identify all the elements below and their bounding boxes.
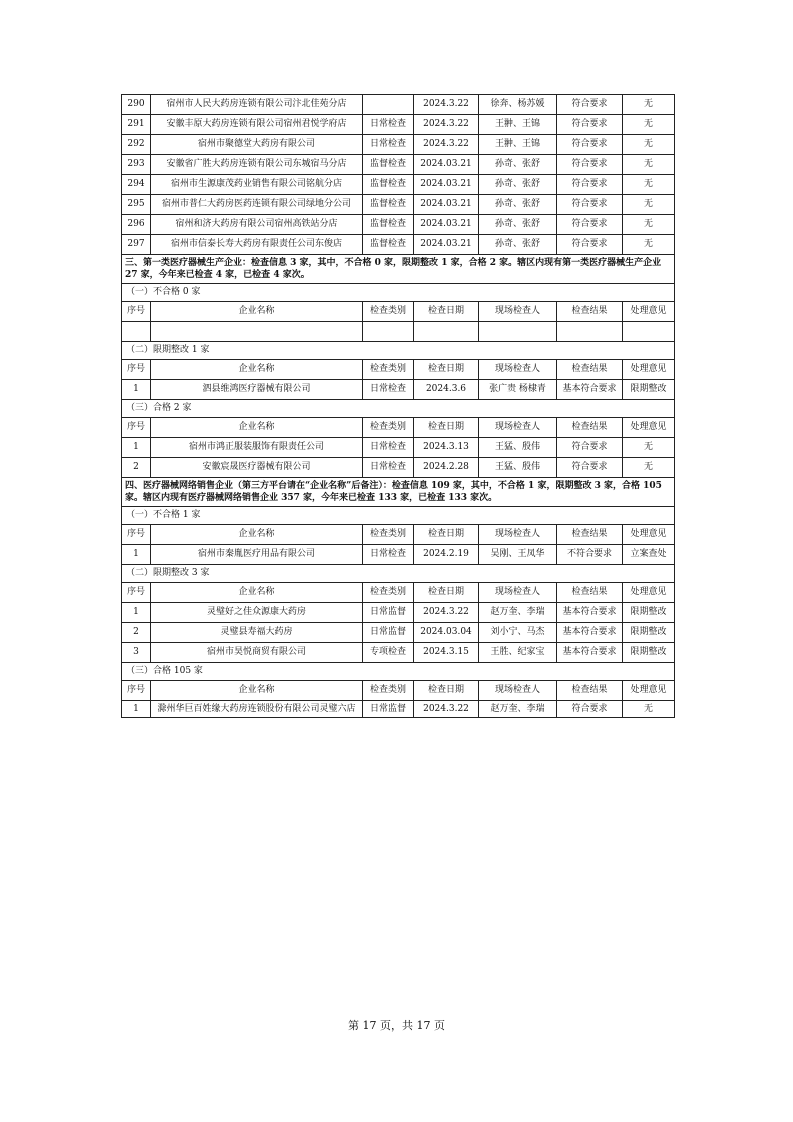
table-row — [122, 545, 675, 565]
header-date: 检查日期 — [414, 418, 479, 438]
cell-no: 295 — [122, 195, 151, 215]
cell-no: 2 — [122, 458, 151, 478]
header-row — [122, 302, 675, 322]
cell-no: 1 — [122, 603, 151, 623]
empty-cell — [623, 322, 675, 342]
cell-date: 2024.3.6 — [414, 380, 479, 400]
table-row — [122, 380, 675, 400]
header-no: 序号 — [122, 360, 151, 380]
header-result: 检查结果 — [557, 360, 623, 380]
cell-name: 宿州市生源康茂药业销售有限公司铭航分店 — [151, 175, 363, 195]
cell-date: 2024.03.04 — [414, 623, 479, 643]
header-name: 企业名称 — [151, 583, 363, 603]
header-inspectors: 现场检查人 — [479, 302, 557, 322]
cell-result: 符合要求 — [557, 195, 623, 215]
table-row — [122, 438, 675, 458]
cell-no: 294 — [122, 175, 151, 195]
cell-no: 1 — [122, 438, 151, 458]
empty-cell — [122, 322, 151, 342]
table-row — [122, 155, 675, 175]
subsection-label — [122, 663, 675, 681]
table-row — [122, 135, 675, 155]
cell-opinion: 无 — [623, 175, 675, 195]
table-row — [122, 603, 675, 623]
cell-name: 宿州市聚德堂大药房有限公司 — [151, 135, 363, 155]
subsection-label-text: （一）不合格 0 家 — [122, 284, 675, 302]
header-type: 检查类别 — [363, 360, 414, 380]
header-type: 检查类别 — [363, 681, 414, 701]
subsection-label — [122, 284, 675, 302]
cell-result: 基本符合要求 — [557, 380, 623, 400]
cell-type: 监督检查 — [363, 155, 414, 175]
header-date: 检查日期 — [414, 681, 479, 701]
cell-type: 日常监督 — [363, 623, 414, 643]
cell-no: 1 — [122, 380, 151, 400]
cell-date: 2024.2.19 — [414, 545, 479, 565]
table-row — [122, 458, 675, 478]
header-opinion: 处理意见 — [623, 681, 675, 701]
cell-opinion: 无 — [623, 215, 675, 235]
cell-inspectors: 孙奇、张舒 — [479, 235, 557, 255]
header-result: 检查结果 — [557, 525, 623, 545]
cell-inspectors: 吴刚、王凤华 — [479, 545, 557, 565]
cell-result: 符合要求 — [557, 438, 623, 458]
cell-result: 符合要求 — [557, 95, 623, 115]
header-inspectors: 现场检查人 — [479, 681, 557, 701]
cell-date: 2024.03.21 — [414, 175, 479, 195]
cell-inspectors: 徐奔、杨苏媛 — [479, 95, 557, 115]
cell-name: 灵璧县寿福大药房 — [151, 623, 363, 643]
header-row — [122, 525, 675, 545]
cell-opinion: 无 — [623, 135, 675, 155]
header-result: 检查结果 — [557, 583, 623, 603]
header-name: 企业名称 — [151, 302, 363, 322]
table-row — [122, 115, 675, 135]
cell-result: 符合要求 — [557, 458, 623, 478]
cell-result: 基本符合要求 — [557, 643, 623, 663]
cell-name: 宿州市秦胤医疗用品有限公司 — [151, 545, 363, 565]
header-inspectors: 现场检查人 — [479, 525, 557, 545]
cell-result: 符合要求 — [557, 115, 623, 135]
cell-no: 291 — [122, 115, 151, 135]
cell-name: 滁州华巨百姓缘大药房连锁股份有限公司灵璧六店 — [151, 701, 363, 718]
section-title-text: 四、医疗器械网络销售企业（第三方平台请在“企业名称”后备注）：检查信息 109 家，其中，不合格 1 家，限期整改 3 家，合格 105 家。辖区内现有医疗器械网络销售企业 357 家，今年来已检查 133 家，已检查 133 家次。 — [122, 478, 675, 507]
cell-opinion: 限期整改 — [623, 643, 675, 663]
cell-date: 2024.03.21 — [414, 195, 479, 215]
cell-opinion: 限期整改 — [623, 623, 675, 643]
header-no: 序号 — [122, 525, 151, 545]
cell-result: 基本符合要求 — [557, 623, 623, 643]
header-result: 检查结果 — [557, 418, 623, 438]
header-name: 企业名称 — [151, 525, 363, 545]
cell-date: 2024.3.22 — [414, 603, 479, 623]
cell-date: 2024.3.22 — [414, 135, 479, 155]
cell-date: 2024.3.22 — [414, 701, 479, 718]
table-row — [122, 235, 675, 255]
cell-no: 296 — [122, 215, 151, 235]
cell-inspectors: 王猛、殷伟 — [479, 458, 557, 478]
header-result: 检查结果 — [557, 681, 623, 701]
table-row — [122, 195, 675, 215]
header-no: 序号 — [122, 418, 151, 438]
header-name: 企业名称 — [151, 681, 363, 701]
header-result: 检查结果 — [557, 302, 623, 322]
cell-type: 日常检查 — [363, 135, 414, 155]
header-opinion: 处理意见 — [623, 525, 675, 545]
table-row — [122, 215, 675, 235]
header-no: 序号 — [122, 681, 151, 701]
empty-cell — [414, 322, 479, 342]
cell-opinion: 无 — [623, 701, 675, 718]
cell-inspectors: 王猛、殷伟 — [479, 438, 557, 458]
cell-name: 宿州市昊悦商贸有限公司 — [151, 643, 363, 663]
header-opinion: 处理意见 — [623, 418, 675, 438]
header-date: 检查日期 — [414, 525, 479, 545]
subsection-label-text: （三）合格 2 家 — [122, 400, 675, 418]
cell-name: 宿州和济大药房有限公司宿州高铁站分店 — [151, 215, 363, 235]
cell-opinion: 无 — [623, 95, 675, 115]
cell-opinion: 立案查处 — [623, 545, 675, 565]
header-opinion: 处理意见 — [623, 302, 675, 322]
header-inspectors: 现场检查人 — [479, 418, 557, 438]
empty-cell — [151, 322, 363, 342]
cell-no: 1 — [122, 701, 151, 718]
subsection-label-text: （三）合格 105 家 — [122, 663, 675, 681]
cell-type: 日常检查 — [363, 380, 414, 400]
empty-cell — [363, 322, 414, 342]
subsection-label-text: （一）不合格 1 家 — [122, 507, 675, 525]
header-row — [122, 681, 675, 701]
cell-type: 日常检查 — [363, 115, 414, 135]
header-type: 检查类别 — [363, 418, 414, 438]
cell-inspectors: 孙奇、张舒 — [479, 215, 557, 235]
cell-opinion: 限期整改 — [623, 603, 675, 623]
cell-date: 2024.3.15 — [414, 643, 479, 663]
empty-cell — [479, 322, 557, 342]
table-row — [122, 95, 675, 115]
header-no: 序号 — [122, 302, 151, 322]
cell-type: 专项检查 — [363, 643, 414, 663]
cell-date: 2024.3.22 — [414, 115, 479, 135]
header-row — [122, 583, 675, 603]
cell-type: 日常监督 — [363, 603, 414, 623]
cell-name: 安徽省广胜大药房连锁有限公司东城宿马分店 — [151, 155, 363, 175]
header-name: 企业名称 — [151, 418, 363, 438]
cell-inspectors: 张广贵 杨棣青 — [479, 380, 557, 400]
empty-row — [122, 322, 675, 342]
cell-name: 宿州市普仁大药房医药连锁有限公司绿地分公司 — [151, 195, 363, 215]
cell-inspectors: 王胜、纪家宝 — [479, 643, 557, 663]
header-date: 检查日期 — [414, 302, 479, 322]
cell-type: 监督检查 — [363, 195, 414, 215]
subsection-label — [122, 342, 675, 360]
section-title — [122, 255, 675, 284]
cell-type: 监督检查 — [363, 175, 414, 195]
cell-result: 符合要求 — [557, 215, 623, 235]
section-title — [122, 478, 675, 507]
cell-name: 宿州市鸿正服装服饰有限责任公司 — [151, 438, 363, 458]
cell-result: 不符合要求 — [557, 545, 623, 565]
cell-no: 297 — [122, 235, 151, 255]
header-opinion: 处理意见 — [623, 583, 675, 603]
cell-inspectors: 孙奇、张舒 — [479, 175, 557, 195]
cell-type: 监督检查 — [363, 215, 414, 235]
cell-no: 290 — [122, 95, 151, 115]
cell-opinion: 限期整改 — [623, 380, 675, 400]
cell-no: 2 — [122, 623, 151, 643]
cell-name: 安徽丰原大药房连锁有限公司宿州君悦学府店 — [151, 115, 363, 135]
cell-result: 符合要求 — [557, 135, 623, 155]
cell-result: 符合要求 — [557, 701, 623, 718]
subsection-label-text: （二）限期整改 1 家 — [122, 342, 675, 360]
table-row — [122, 175, 675, 195]
table-row — [122, 643, 675, 663]
cell-type: 日常检查 — [363, 458, 414, 478]
section-title-text: 三、第一类医疗器械生产企业：检查信息 3 家，其中，不合格 0 家，限期整改 1 家，合格 2 家。辖区内现有第一类医疗器械生产企业 27 家，今年来已检查 4 家，已检查 4 家次。 — [122, 255, 675, 284]
cell-name: 安徽宸晟医疗器械有限公司 — [151, 458, 363, 478]
cell-inspectors: 赵万奎、李瑞 — [479, 701, 557, 718]
cell-type: 日常监督 — [363, 701, 414, 718]
cell-opinion: 无 — [623, 458, 675, 478]
subsection-label — [122, 507, 675, 525]
cell-opinion: 无 — [623, 235, 675, 255]
cell-name: 宿州市人民大药房连锁有限公司汴北佳苑分店 — [151, 95, 363, 115]
header-row — [122, 360, 675, 380]
empty-cell — [557, 322, 623, 342]
header-date: 检查日期 — [414, 360, 479, 380]
cell-type: 日常检查 — [363, 438, 414, 458]
cell-date: 2024.2.28 — [414, 458, 479, 478]
table-row — [122, 623, 675, 643]
cell-no: 3 — [122, 643, 151, 663]
cell-type — [363, 95, 414, 115]
header-row — [122, 418, 675, 438]
cell-no: 1 — [122, 545, 151, 565]
header-type: 检查类别 — [363, 302, 414, 322]
cell-inspectors: 刘小宁、马杰 — [479, 623, 557, 643]
cell-inspectors: 赵万奎、李瑞 — [479, 603, 557, 623]
cell-result: 基本符合要求 — [557, 603, 623, 623]
subsection-label — [122, 565, 675, 583]
cell-no: 292 — [122, 135, 151, 155]
cell-result: 符合要求 — [557, 155, 623, 175]
header-no: 序号 — [122, 583, 151, 603]
cell-type: 监督检查 — [363, 235, 414, 255]
cell-opinion: 无 — [623, 195, 675, 215]
cell-name: 泗县维鸿医疗器械有限公司 — [151, 380, 363, 400]
table-row — [122, 701, 675, 718]
subsection-label-text: （二）限期整改 3 家 — [122, 565, 675, 583]
cell-opinion: 无 — [623, 115, 675, 135]
cell-opinion: 无 — [623, 438, 675, 458]
header-name: 企业名称 — [151, 360, 363, 380]
subsection-label — [122, 400, 675, 418]
page-footer: 第 17 页，共 17 页 — [348, 1019, 445, 1032]
cell-type: 日常检查 — [363, 545, 414, 565]
cell-result: 符合要求 — [557, 175, 623, 195]
header-type: 检查类别 — [363, 525, 414, 545]
cell-date: 2024.03.21 — [414, 215, 479, 235]
cell-name: 灵璧好之佳众源康大药房 — [151, 603, 363, 623]
header-inspectors: 现场检查人 — [479, 583, 557, 603]
cell-name: 宿州市信泰长寿大药房有限责任公司东俊店 — [151, 235, 363, 255]
header-type: 检查类别 — [363, 583, 414, 603]
cell-no: 293 — [122, 155, 151, 175]
header-opinion: 处理意见 — [623, 360, 675, 380]
header-date: 检查日期 — [414, 583, 479, 603]
cell-date: 2024.3.13 — [414, 438, 479, 458]
cell-inspectors: 孙奇、张舒 — [479, 195, 557, 215]
cell-date: 2024.03.21 — [414, 235, 479, 255]
cell-opinion: 无 — [623, 155, 675, 175]
cell-date: 2024.3.22 — [414, 95, 479, 115]
cell-inspectors: 王翀、王锦 — [479, 135, 557, 155]
inspection-table — [121, 94, 675, 718]
cell-inspectors: 孙奇、张舒 — [479, 155, 557, 175]
cell-result: 符合要求 — [557, 235, 623, 255]
cell-date: 2024.03.21 — [414, 155, 479, 175]
cell-inspectors: 王翀、王锦 — [479, 115, 557, 135]
header-inspectors: 现场检查人 — [479, 360, 557, 380]
